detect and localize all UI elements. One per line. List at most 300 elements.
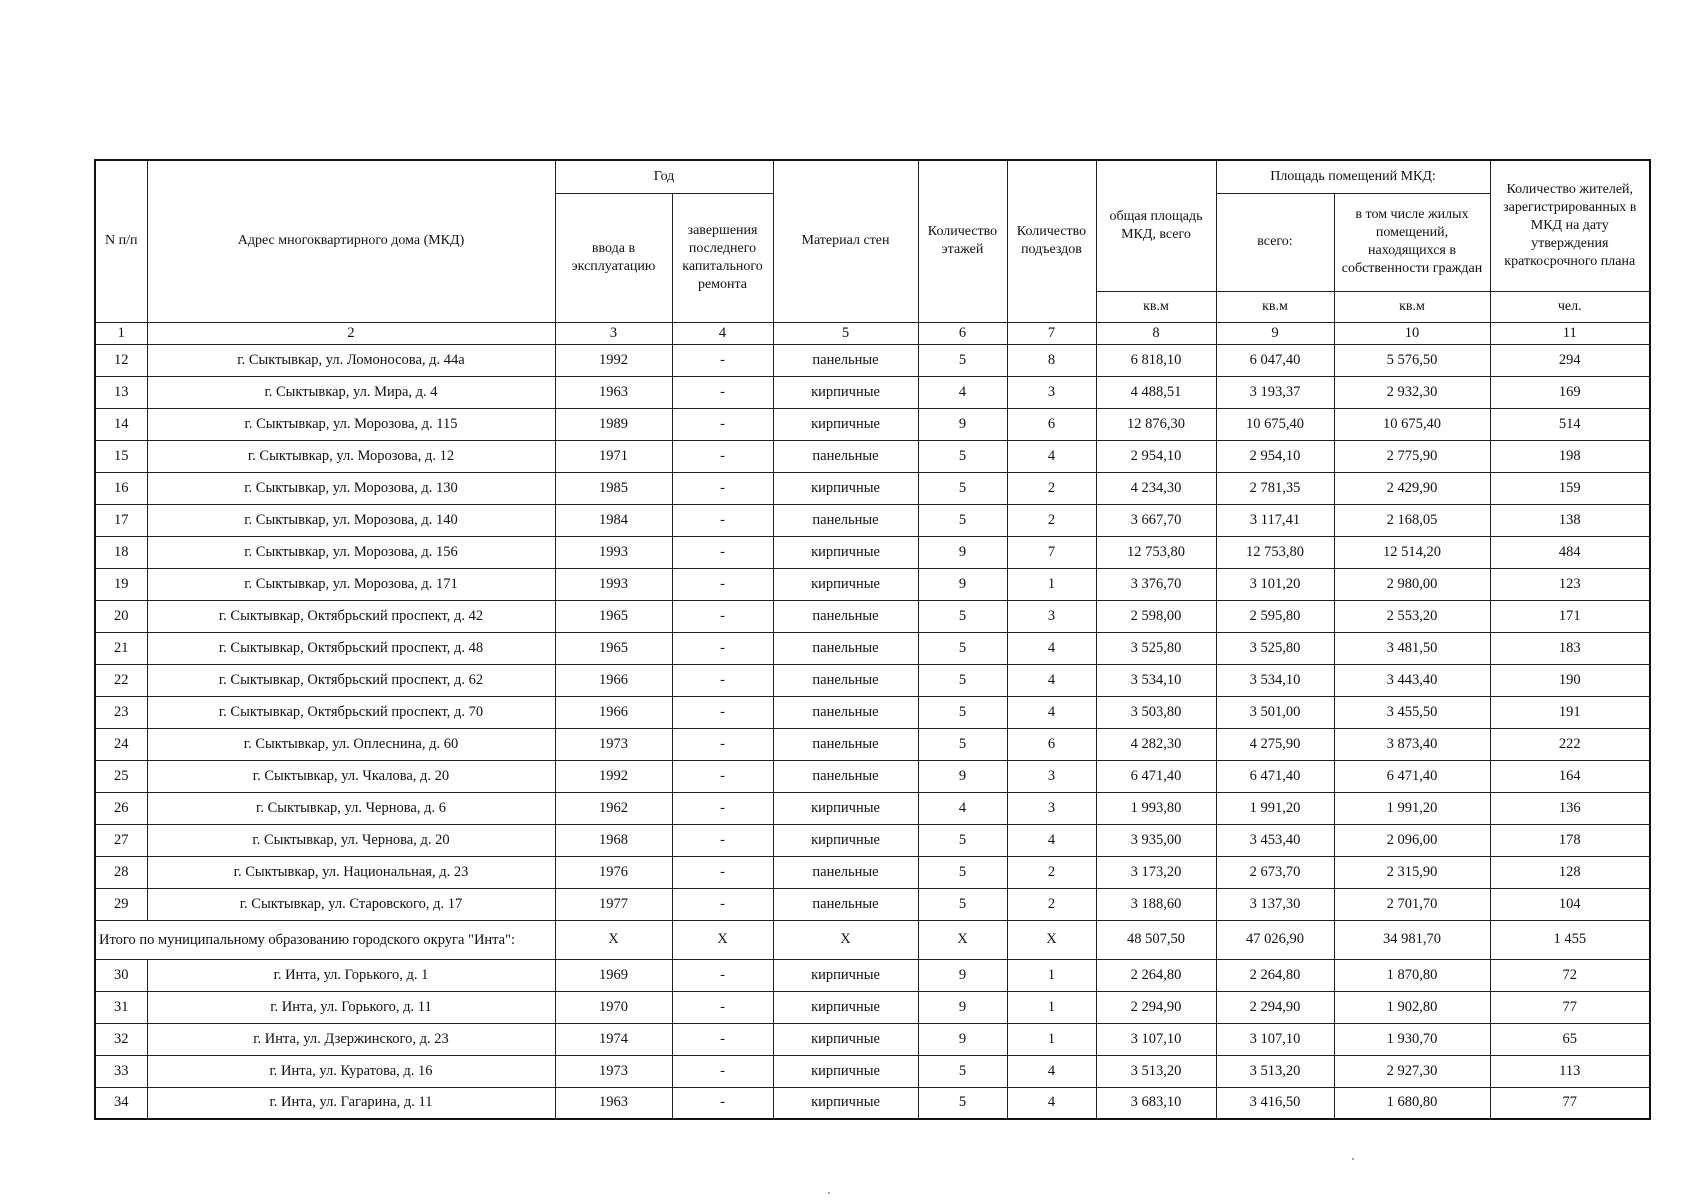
table-row (95, 504, 1650, 536)
column-number: 3 (555, 322, 672, 344)
row-repair: - (672, 504, 773, 536)
row-premises-all: 4 275,90 (1216, 728, 1334, 760)
row-address: г. Сыктывкар, ул. Морозова, д. 130 (147, 472, 555, 504)
row-entrances: 2 (1007, 472, 1096, 504)
row-number: 30 (95, 959, 147, 991)
row-material: панельные (773, 632, 918, 664)
column-number: 8 (1096, 322, 1216, 344)
table-row (95, 472, 1650, 504)
row-premises-all: 3 501,00 (1216, 696, 1334, 728)
row-entrances: 4 (1007, 1055, 1096, 1087)
row-floors: 9 (918, 408, 1007, 440)
column-number: 11 (1490, 322, 1650, 344)
row-premises-private: 2 315,90 (1334, 856, 1490, 888)
table-row (95, 1055, 1650, 1087)
row-number: 15 (95, 440, 147, 472)
row-address: г. Сыктывкар, ул. Морозова, д. 156 (147, 536, 555, 568)
row-entrances: 4 (1007, 696, 1096, 728)
table-row (95, 568, 1650, 600)
table-body-inta (95, 959, 1650, 1119)
row-material: кирпичные (773, 568, 918, 600)
row-total-area: 3 513,20 (1096, 1055, 1216, 1087)
row-number: 27 (95, 824, 147, 856)
row-repair: - (672, 408, 773, 440)
row-year: 1971 (555, 440, 672, 472)
row-total-area: 4 282,30 (1096, 728, 1216, 760)
row-residents: 138 (1490, 504, 1650, 536)
row-total-area: 3 188,60 (1096, 888, 1216, 920)
row-total-area: 3 683,10 (1096, 1087, 1216, 1119)
row-residents: 169 (1490, 376, 1650, 408)
row-number: 29 (95, 888, 147, 920)
row-premises-all: 3 107,10 (1216, 1023, 1334, 1055)
row-residents: 183 (1490, 632, 1650, 664)
total-premises-all-sum: 47 026,90 (1216, 920, 1334, 959)
row-floors: 5 (918, 824, 1007, 856)
row-premises-all: 2 781,35 (1216, 472, 1334, 504)
row-material: кирпичные (773, 408, 918, 440)
row-total-area: 3 503,80 (1096, 696, 1216, 728)
row-floors: 4 (918, 376, 1007, 408)
row-number: 21 (95, 632, 147, 664)
row-entrances: 6 (1007, 408, 1096, 440)
row-premises-all: 3 534,10 (1216, 664, 1334, 696)
table-row (95, 760, 1650, 792)
row-year: 1977 (555, 888, 672, 920)
row-floors: 5 (918, 1087, 1007, 1119)
row-premises-all: 2 264,80 (1216, 959, 1334, 991)
row-address: г. Сыктывкар, ул. Чернова, д. 6 (147, 792, 555, 824)
row-entrances: 7 (1007, 536, 1096, 568)
scan-speck (1352, 1158, 1354, 1160)
housing-register-table (94, 159, 1651, 1120)
row-premises-all: 3 453,40 (1216, 824, 1334, 856)
row-total-area: 4 234,30 (1096, 472, 1216, 504)
row-entrances: 1 (1007, 1023, 1096, 1055)
row-repair: - (672, 1023, 773, 1055)
row-residents: 65 (1490, 1023, 1650, 1055)
row-year: 1992 (555, 760, 672, 792)
table-row (95, 600, 1650, 632)
row-number: 22 (95, 664, 147, 696)
row-number: 12 (95, 344, 147, 376)
row-entrances: 3 (1007, 792, 1096, 824)
row-total-area: 2 264,80 (1096, 959, 1216, 991)
row-material: кирпичные (773, 536, 918, 568)
row-number: 32 (95, 1023, 147, 1055)
row-total-area: 6 471,40 (1096, 760, 1216, 792)
row-premises-all: 2 595,80 (1216, 600, 1334, 632)
row-residents: 77 (1490, 991, 1650, 1023)
row-number: 19 (95, 568, 147, 600)
row-premises-private: 1 680,80 (1334, 1087, 1490, 1119)
row-premises-private: 3 481,50 (1334, 632, 1490, 664)
table-row (95, 632, 1650, 664)
row-floors: 9 (918, 760, 1007, 792)
header-premises-private: в том числе жилых помещений, находящихся в собственности граждан (1334, 193, 1490, 291)
row-total-area: 3 935,00 (1096, 824, 1216, 856)
row-repair: - (672, 888, 773, 920)
row-address: г. Инта, ул. Горького, д. 1 (147, 959, 555, 991)
row-year: 1984 (555, 504, 672, 536)
row-material: панельные (773, 888, 918, 920)
row-entrances: 2 (1007, 888, 1096, 920)
row-repair: - (672, 536, 773, 568)
row-floors: 5 (918, 856, 1007, 888)
row-material: кирпичные (773, 824, 918, 856)
row-address: г. Сыктывкар, ул. Морозова, д. 12 (147, 440, 555, 472)
header-num: N п/п (95, 160, 147, 322)
row-material: кирпичные (773, 792, 918, 824)
row-entrances: 4 (1007, 824, 1096, 856)
row-year: 1973 (555, 728, 672, 760)
row-repair: - (672, 1055, 773, 1087)
row-repair: - (672, 664, 773, 696)
column-number: 1 (95, 322, 147, 344)
row-number: 31 (95, 991, 147, 1023)
row-entrances: 2 (1007, 504, 1096, 536)
table-row (95, 536, 1650, 568)
row-address: г. Сыктывкар, ул. Морозова, д. 171 (147, 568, 555, 600)
row-entrances: 1 (1007, 959, 1096, 991)
row-material: панельные (773, 664, 918, 696)
table-row (95, 1023, 1650, 1055)
scan-speck (828, 1192, 830, 1194)
table-row (95, 1087, 1650, 1119)
row-premises-private: 3 443,40 (1334, 664, 1490, 696)
table-row (95, 728, 1650, 760)
row-repair: - (672, 376, 773, 408)
row-entrances: 4 (1007, 1087, 1096, 1119)
row-premises-all: 3 513,20 (1216, 1055, 1334, 1087)
total-floors: X (918, 920, 1007, 959)
row-residents: 171 (1490, 600, 1650, 632)
row-material: панельные (773, 728, 918, 760)
row-premises-all: 2 954,10 (1216, 440, 1334, 472)
table-row (95, 824, 1650, 856)
row-floors: 9 (918, 536, 1007, 568)
row-year: 1974 (555, 1023, 672, 1055)
row-address: г. Сыктывкар, ул. Мира, д. 4 (147, 376, 555, 408)
row-residents: 191 (1490, 696, 1650, 728)
row-repair: - (672, 568, 773, 600)
row-address: г. Сыктывкар, ул. Морозова, д. 115 (147, 408, 555, 440)
row-residents: 136 (1490, 792, 1650, 824)
row-residents: 484 (1490, 536, 1650, 568)
row-residents: 113 (1490, 1055, 1650, 1087)
row-floors: 5 (918, 344, 1007, 376)
total-label: Итого по муниципальному образованию городского округа "Инта": (95, 920, 555, 959)
unit-premises-all: кв.м (1216, 291, 1334, 322)
table-row (95, 696, 1650, 728)
table-header (95, 160, 1650, 344)
row-number: 33 (95, 1055, 147, 1087)
row-total-area: 2 954,10 (1096, 440, 1216, 472)
row-number: 24 (95, 728, 147, 760)
row-address: г. Сыктывкар, ул. Национальная, д. 23 (147, 856, 555, 888)
row-premises-all: 3 101,20 (1216, 568, 1334, 600)
row-entrances: 6 (1007, 728, 1096, 760)
row-entrances: 3 (1007, 760, 1096, 792)
row-material: панельные (773, 760, 918, 792)
total-residents-sum: 1 455 (1490, 920, 1650, 959)
header-year-repair: завершения последнего капитального ремонта (672, 193, 773, 322)
total-year: X (555, 920, 672, 959)
row-premises-all: 3 117,41 (1216, 504, 1334, 536)
row-premises-private: 2 701,70 (1334, 888, 1490, 920)
row-premises-private: 2 168,05 (1334, 504, 1490, 536)
row-entrances: 3 (1007, 600, 1096, 632)
row-premises-private: 1 930,70 (1334, 1023, 1490, 1055)
row-floors: 5 (918, 440, 1007, 472)
unit-premises-private: кв.м (1334, 291, 1490, 322)
row-address: г. Сыктывкар, Октябрьский проспект, д. 48 (147, 632, 555, 664)
row-address: г. Сыктывкар, Октябрьский проспект, д. 42 (147, 600, 555, 632)
header-wall-material: Материал стен (773, 160, 918, 322)
row-repair: - (672, 632, 773, 664)
row-year: 1970 (555, 991, 672, 1023)
row-number: 13 (95, 376, 147, 408)
row-repair: - (672, 472, 773, 504)
row-repair: - (672, 792, 773, 824)
row-premises-all: 2 673,70 (1216, 856, 1334, 888)
row-entrances: 8 (1007, 344, 1096, 376)
row-premises-private: 2 429,90 (1334, 472, 1490, 504)
row-number: 26 (95, 792, 147, 824)
row-repair: - (672, 959, 773, 991)
row-number: 14 (95, 408, 147, 440)
table-row (95, 959, 1650, 991)
row-address: г. Сыктывкар, Октябрьский проспект, д. 70 (147, 696, 555, 728)
row-number: 25 (95, 760, 147, 792)
row-entrances: 1 (1007, 568, 1096, 600)
row-material: панельные (773, 344, 918, 376)
row-residents: 178 (1490, 824, 1650, 856)
row-total-area: 3 667,70 (1096, 504, 1216, 536)
row-premises-private: 2 775,90 (1334, 440, 1490, 472)
row-address: г. Сыктывкар, Октябрьский проспект, д. 62 (147, 664, 555, 696)
row-floors: 5 (918, 472, 1007, 504)
row-repair: - (672, 696, 773, 728)
row-residents: 77 (1490, 1087, 1650, 1119)
row-address: г. Сыктывкар, ул. Морозова, д. 140 (147, 504, 555, 536)
header-floors: Количество этажей (918, 160, 1007, 322)
row-number: 20 (95, 600, 147, 632)
row-material: кирпичные (773, 1055, 918, 1087)
row-entrances: 2 (1007, 856, 1096, 888)
header-residents: Количество жителей, зарегистрированных в МКД на дату утверждения краткосрочного плана (1490, 160, 1650, 291)
row-premises-private: 6 471,40 (1334, 760, 1490, 792)
column-number: 7 (1007, 322, 1096, 344)
row-repair: - (672, 600, 773, 632)
header-total-area: общая площадь МКД, всего (1096, 160, 1216, 291)
table-body-sykyvkar (95, 344, 1650, 920)
row-total-area: 12 753,80 (1096, 536, 1216, 568)
row-address: г. Сыктывкар, ул. Оплеснина, д. 60 (147, 728, 555, 760)
row-address: г. Сыктывкар, ул. Ломоносова, д. 44а (147, 344, 555, 376)
row-total-area: 2 294,90 (1096, 991, 1216, 1023)
row-premises-private: 5 576,50 (1334, 344, 1490, 376)
row-material: панельные (773, 440, 918, 472)
unit-residents: чел. (1490, 291, 1650, 322)
row-repair: - (672, 344, 773, 376)
row-material: кирпичные (773, 376, 918, 408)
total-repair: X (672, 920, 773, 959)
row-year: 1992 (555, 344, 672, 376)
row-repair: - (672, 991, 773, 1023)
row-premises-all: 3 137,30 (1216, 888, 1334, 920)
row-floors: 9 (918, 568, 1007, 600)
total-entrances: X (1007, 920, 1096, 959)
row-number: 28 (95, 856, 147, 888)
row-address: г. Сыктывкар, ул. Чернова, д. 20 (147, 824, 555, 856)
row-premises-private: 1 991,20 (1334, 792, 1490, 824)
row-year: 1989 (555, 408, 672, 440)
table-total-section (95, 920, 1650, 959)
row-floors: 5 (918, 664, 1007, 696)
column-number: 5 (773, 322, 918, 344)
row-premises-private: 3 873,40 (1334, 728, 1490, 760)
column-number: 4 (672, 322, 773, 344)
row-material: кирпичные (773, 1087, 918, 1119)
row-address: г. Сыктывкар, ул. Старовского, д. 17 (147, 888, 555, 920)
row-year: 1993 (555, 568, 672, 600)
row-address: г. Инта, ул. Горького, д. 11 (147, 991, 555, 1023)
row-premises-private: 1 870,80 (1334, 959, 1490, 991)
row-premises-private: 3 455,50 (1334, 696, 1490, 728)
row-total-area: 4 488,51 (1096, 376, 1216, 408)
row-total-area: 3 107,10 (1096, 1023, 1216, 1055)
row-residents: 104 (1490, 888, 1650, 920)
row-premises-private: 2 932,30 (1334, 376, 1490, 408)
row-premises-all: 10 675,40 (1216, 408, 1334, 440)
row-total-area: 2 598,00 (1096, 600, 1216, 632)
row-address: г. Инта, ул. Куратова, д. 16 (147, 1055, 555, 1087)
row-year: 1965 (555, 600, 672, 632)
row-material: кирпичные (773, 472, 918, 504)
row-residents: 222 (1490, 728, 1650, 760)
row-year: 1973 (555, 1055, 672, 1087)
row-year: 1963 (555, 1087, 672, 1119)
row-premises-private: 10 675,40 (1334, 408, 1490, 440)
row-material: кирпичные (773, 1023, 918, 1055)
row-premises-all: 1 991,20 (1216, 792, 1334, 824)
unit-total-area: кв.м (1096, 291, 1216, 322)
row-premises-all: 3 193,37 (1216, 376, 1334, 408)
header-premises-all: всего: (1216, 193, 1334, 291)
row-number: 18 (95, 536, 147, 568)
header-entrances: Количество подъездов (1007, 160, 1096, 322)
total-premises-private-sum: 34 981,70 (1334, 920, 1490, 959)
row-residents: 159 (1490, 472, 1650, 504)
row-total-area: 3 173,20 (1096, 856, 1216, 888)
row-repair: - (672, 824, 773, 856)
row-entrances: 1 (1007, 991, 1096, 1023)
header-address: Адрес многоквартирного дома (МКД) (147, 160, 555, 322)
row-premises-all: 2 294,90 (1216, 991, 1334, 1023)
header-year-group: Год (555, 160, 773, 193)
row-total-area: 3 525,80 (1096, 632, 1216, 664)
row-floors: 4 (918, 792, 1007, 824)
row-floors: 5 (918, 600, 1007, 632)
row-floors: 5 (918, 888, 1007, 920)
row-floors: 5 (918, 1055, 1007, 1087)
row-premises-all: 6 471,40 (1216, 760, 1334, 792)
row-number: 17 (95, 504, 147, 536)
row-year: 1962 (555, 792, 672, 824)
row-residents: 72 (1490, 959, 1650, 991)
row-premises-all: 3 525,80 (1216, 632, 1334, 664)
row-residents: 128 (1490, 856, 1650, 888)
row-year: 1966 (555, 696, 672, 728)
row-repair: - (672, 856, 773, 888)
table-row (95, 440, 1650, 472)
row-entrances: 3 (1007, 376, 1096, 408)
table-row (95, 991, 1650, 1023)
row-entrances: 4 (1007, 632, 1096, 664)
table-row (95, 664, 1650, 696)
row-year: 1966 (555, 664, 672, 696)
table-row (95, 408, 1650, 440)
row-material: кирпичные (773, 959, 918, 991)
row-year: 1965 (555, 632, 672, 664)
row-year: 1969 (555, 959, 672, 991)
row-floors: 5 (918, 504, 1007, 536)
row-entrances: 4 (1007, 440, 1096, 472)
row-repair: - (672, 760, 773, 792)
header-premises-group: Площадь помещений МКД: (1216, 160, 1490, 193)
row-floors: 5 (918, 632, 1007, 664)
total-area-sum: 48 507,50 (1096, 920, 1216, 959)
row-floors: 5 (918, 728, 1007, 760)
row-repair: - (672, 440, 773, 472)
row-floors: 5 (918, 696, 1007, 728)
row-material: панельные (773, 856, 918, 888)
row-repair: - (672, 728, 773, 760)
row-premises-private: 12 514,20 (1334, 536, 1490, 568)
row-premises-all: 12 753,80 (1216, 536, 1334, 568)
row-total-area: 1 993,80 (1096, 792, 1216, 824)
row-residents: 164 (1490, 760, 1650, 792)
row-residents: 123 (1490, 568, 1650, 600)
table-row (95, 792, 1650, 824)
row-total-area: 12 876,30 (1096, 408, 1216, 440)
row-premises-private: 2 096,00 (1334, 824, 1490, 856)
row-repair: - (672, 1087, 773, 1119)
row-number: 34 (95, 1087, 147, 1119)
row-premises-private: 2 980,00 (1334, 568, 1490, 600)
column-numbers-row (95, 322, 1650, 344)
row-premises-all: 3 416,50 (1216, 1087, 1334, 1119)
row-year: 1968 (555, 824, 672, 856)
row-year: 1985 (555, 472, 672, 504)
row-address: г. Инта, ул. Гагарина, д. 11 (147, 1087, 555, 1119)
row-number: 23 (95, 696, 147, 728)
row-floors: 9 (918, 1023, 1007, 1055)
row-entrances: 4 (1007, 664, 1096, 696)
row-year: 1976 (555, 856, 672, 888)
total-row (95, 920, 1650, 959)
column-number: 9 (1216, 322, 1334, 344)
row-residents: 198 (1490, 440, 1650, 472)
header-year-commission: ввода в эксплуатацию (555, 193, 672, 322)
row-floors: 9 (918, 959, 1007, 991)
row-residents: 190 (1490, 664, 1650, 696)
column-number: 2 (147, 322, 555, 344)
row-material: панельные (773, 600, 918, 632)
row-number: 16 (95, 472, 147, 504)
row-residents: 514 (1490, 408, 1650, 440)
